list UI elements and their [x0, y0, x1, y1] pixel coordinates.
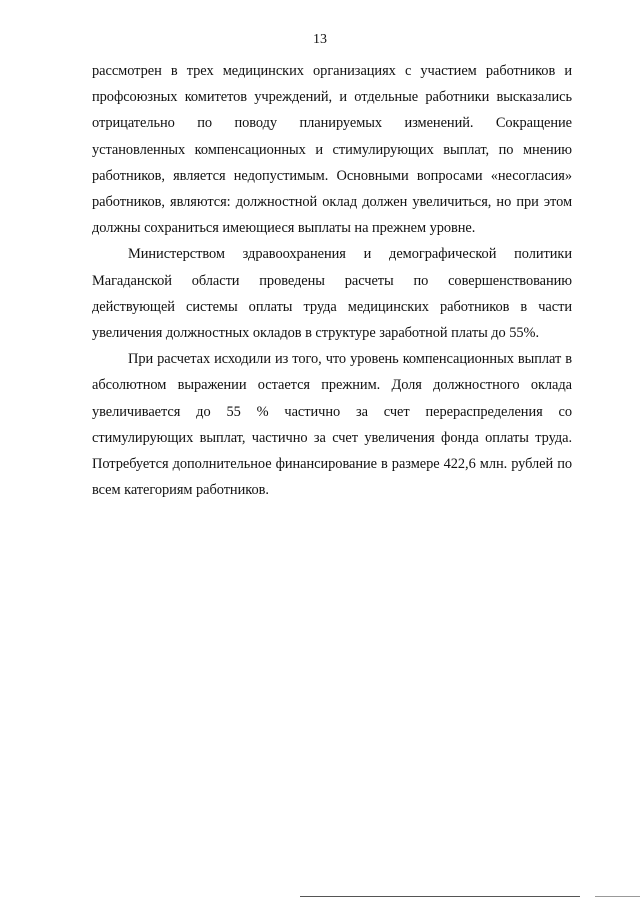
- paragraph-ministry-calculations: Министерством здравоохранения и демографической политики Магаданской области проведены расчеты по совершенствованию действующей системы оплаты труда медицинских работников в части увеличения должностных окладов в структуре заработной платы до 55%.: [92, 246, 572, 342]
- paragraph-continuation: рассмотрен в трех медицинских организациях с участием работников и профсоюзных комитетов учреждений, и отдельные работники высказались отрицательно по поводу планируемых изменений. Сокращение установленных компенсационных и стимулирующих выплат, по мнению работников, является недопустимым. Основными вопросами «несогласия» работников, являются: должностной оклад должен увеличиться, но при этом должны сохраниться имеющиеся выплаты на прежнем уровне.: [92, 63, 572, 237]
- footer-divider: [300, 896, 580, 897]
- footer-divider-right: [595, 896, 640, 897]
- paragraph-calculation-assumptions: При расчетах исходили из того, что уровень компенсационных выплат в абсолютном выражении остается прежним. Доля должностного оклада увеличивается до 55 % частично за счет перераспределения со стимулирующих выплат, частично за счет увеличения фонда оплаты труда. Потребуется дополнительное финансирование в размере 422,6 млн. рублей по всем категориям работников.: [92, 351, 572, 499]
- page-number: 13: [313, 32, 327, 47]
- document-body: [92, 58, 572, 503]
